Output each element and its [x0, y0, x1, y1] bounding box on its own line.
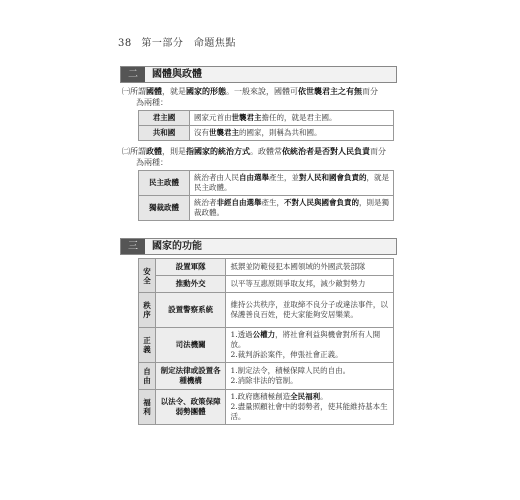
- group-security: 安全: [139, 259, 156, 293]
- section-number: 二: [121, 67, 145, 82]
- function-desc: 抵禦並防範侵犯本國領域的外國武裝部隊: [226, 259, 394, 276]
- section-title: 國體與政體: [152, 69, 202, 80]
- table-row: [139, 363, 394, 390]
- table-row: [139, 111, 394, 126]
- row-value: 沒有世襲君主的國家，則稱為共和國。: [190, 126, 394, 141]
- page-header: [118, 34, 236, 49]
- row-key: 民主政體: [139, 171, 190, 196]
- function-label: 以法令、政策保障弱勢團體: [155, 390, 226, 425]
- row-key: 共和國: [139, 126, 190, 141]
- page-number: 38: [118, 38, 132, 49]
- paragraph-state-form: ㈠所謂國體，就是國家的形態。一般來說，國體可依世襲君主之有無而分 為兩種：: [122, 87, 378, 107]
- table-government-forms: [138, 170, 394, 221]
- function-desc: 以平等互惠原則爭取友邦，減少敵對勢力: [226, 276, 394, 293]
- function-label: 設置警察系統: [155, 293, 226, 328]
- group-freedom: 自由: [139, 363, 156, 390]
- function-label: 推動外交: [155, 276, 226, 293]
- row-value: 統治者由人民自由選舉產生，並對人民和國會負責的，就是民主政體。: [190, 171, 394, 196]
- group-welfare: 福利: [139, 390, 156, 425]
- row-value: 國家元首由世襲君主擔任的，就是君主國。: [190, 111, 394, 126]
- function-label: 設置軍隊: [155, 259, 226, 276]
- table-row: [139, 328, 394, 363]
- function-desc: 1.政府應積極創造全民福利。 2.盡量照顧社會中的弱勢者，使其能維持基本生活。: [226, 390, 394, 425]
- table-row: [139, 126, 394, 141]
- part-label: 第一部分 命題焦點: [141, 38, 236, 49]
- function-desc: 維持公共秩序，並取締不良分子或違法事件，以保護善良百姓，使大家能夠安居樂業。: [226, 293, 394, 328]
- table-row: [139, 293, 394, 328]
- section-heading-functions: [120, 238, 397, 255]
- table-state-functions: [138, 258, 394, 425]
- group-justice: 正義: [139, 328, 156, 363]
- function-desc: 1.透過公權力，將社會利益與機會對所有人開放。 2.裁判訴訟案件，伸張社會正義。: [226, 328, 394, 363]
- table-row: [139, 276, 394, 293]
- function-label: 司法機關: [155, 328, 226, 363]
- table-state-forms: [138, 110, 394, 141]
- row-key: 獨裁政體: [139, 196, 190, 221]
- row-value: 統治者非經自由選舉產生，不對人民與國會負責的，則是獨裁政體。: [190, 196, 394, 221]
- table-row: [139, 171, 394, 196]
- table-row: [139, 196, 394, 221]
- section-number: 三: [121, 239, 145, 254]
- row-key: 君主國: [139, 111, 190, 126]
- function-label: 制定法律或設置各種機構: [155, 363, 226, 390]
- group-order: 秩序: [139, 293, 156, 328]
- section-heading-polity: [120, 66, 397, 83]
- table-row: [139, 390, 394, 425]
- function-desc: 1.制定法令，積極保障人民的自由。 2.消除非法的管制。: [226, 363, 394, 390]
- paragraph-government-form: ㈡所謂政體，則是指國家的統治方式。政體常依統治者是否對人民負責而分 為兩種：: [122, 147, 386, 167]
- table-row: [139, 259, 394, 276]
- section-title: 國家的功能: [152, 241, 202, 252]
